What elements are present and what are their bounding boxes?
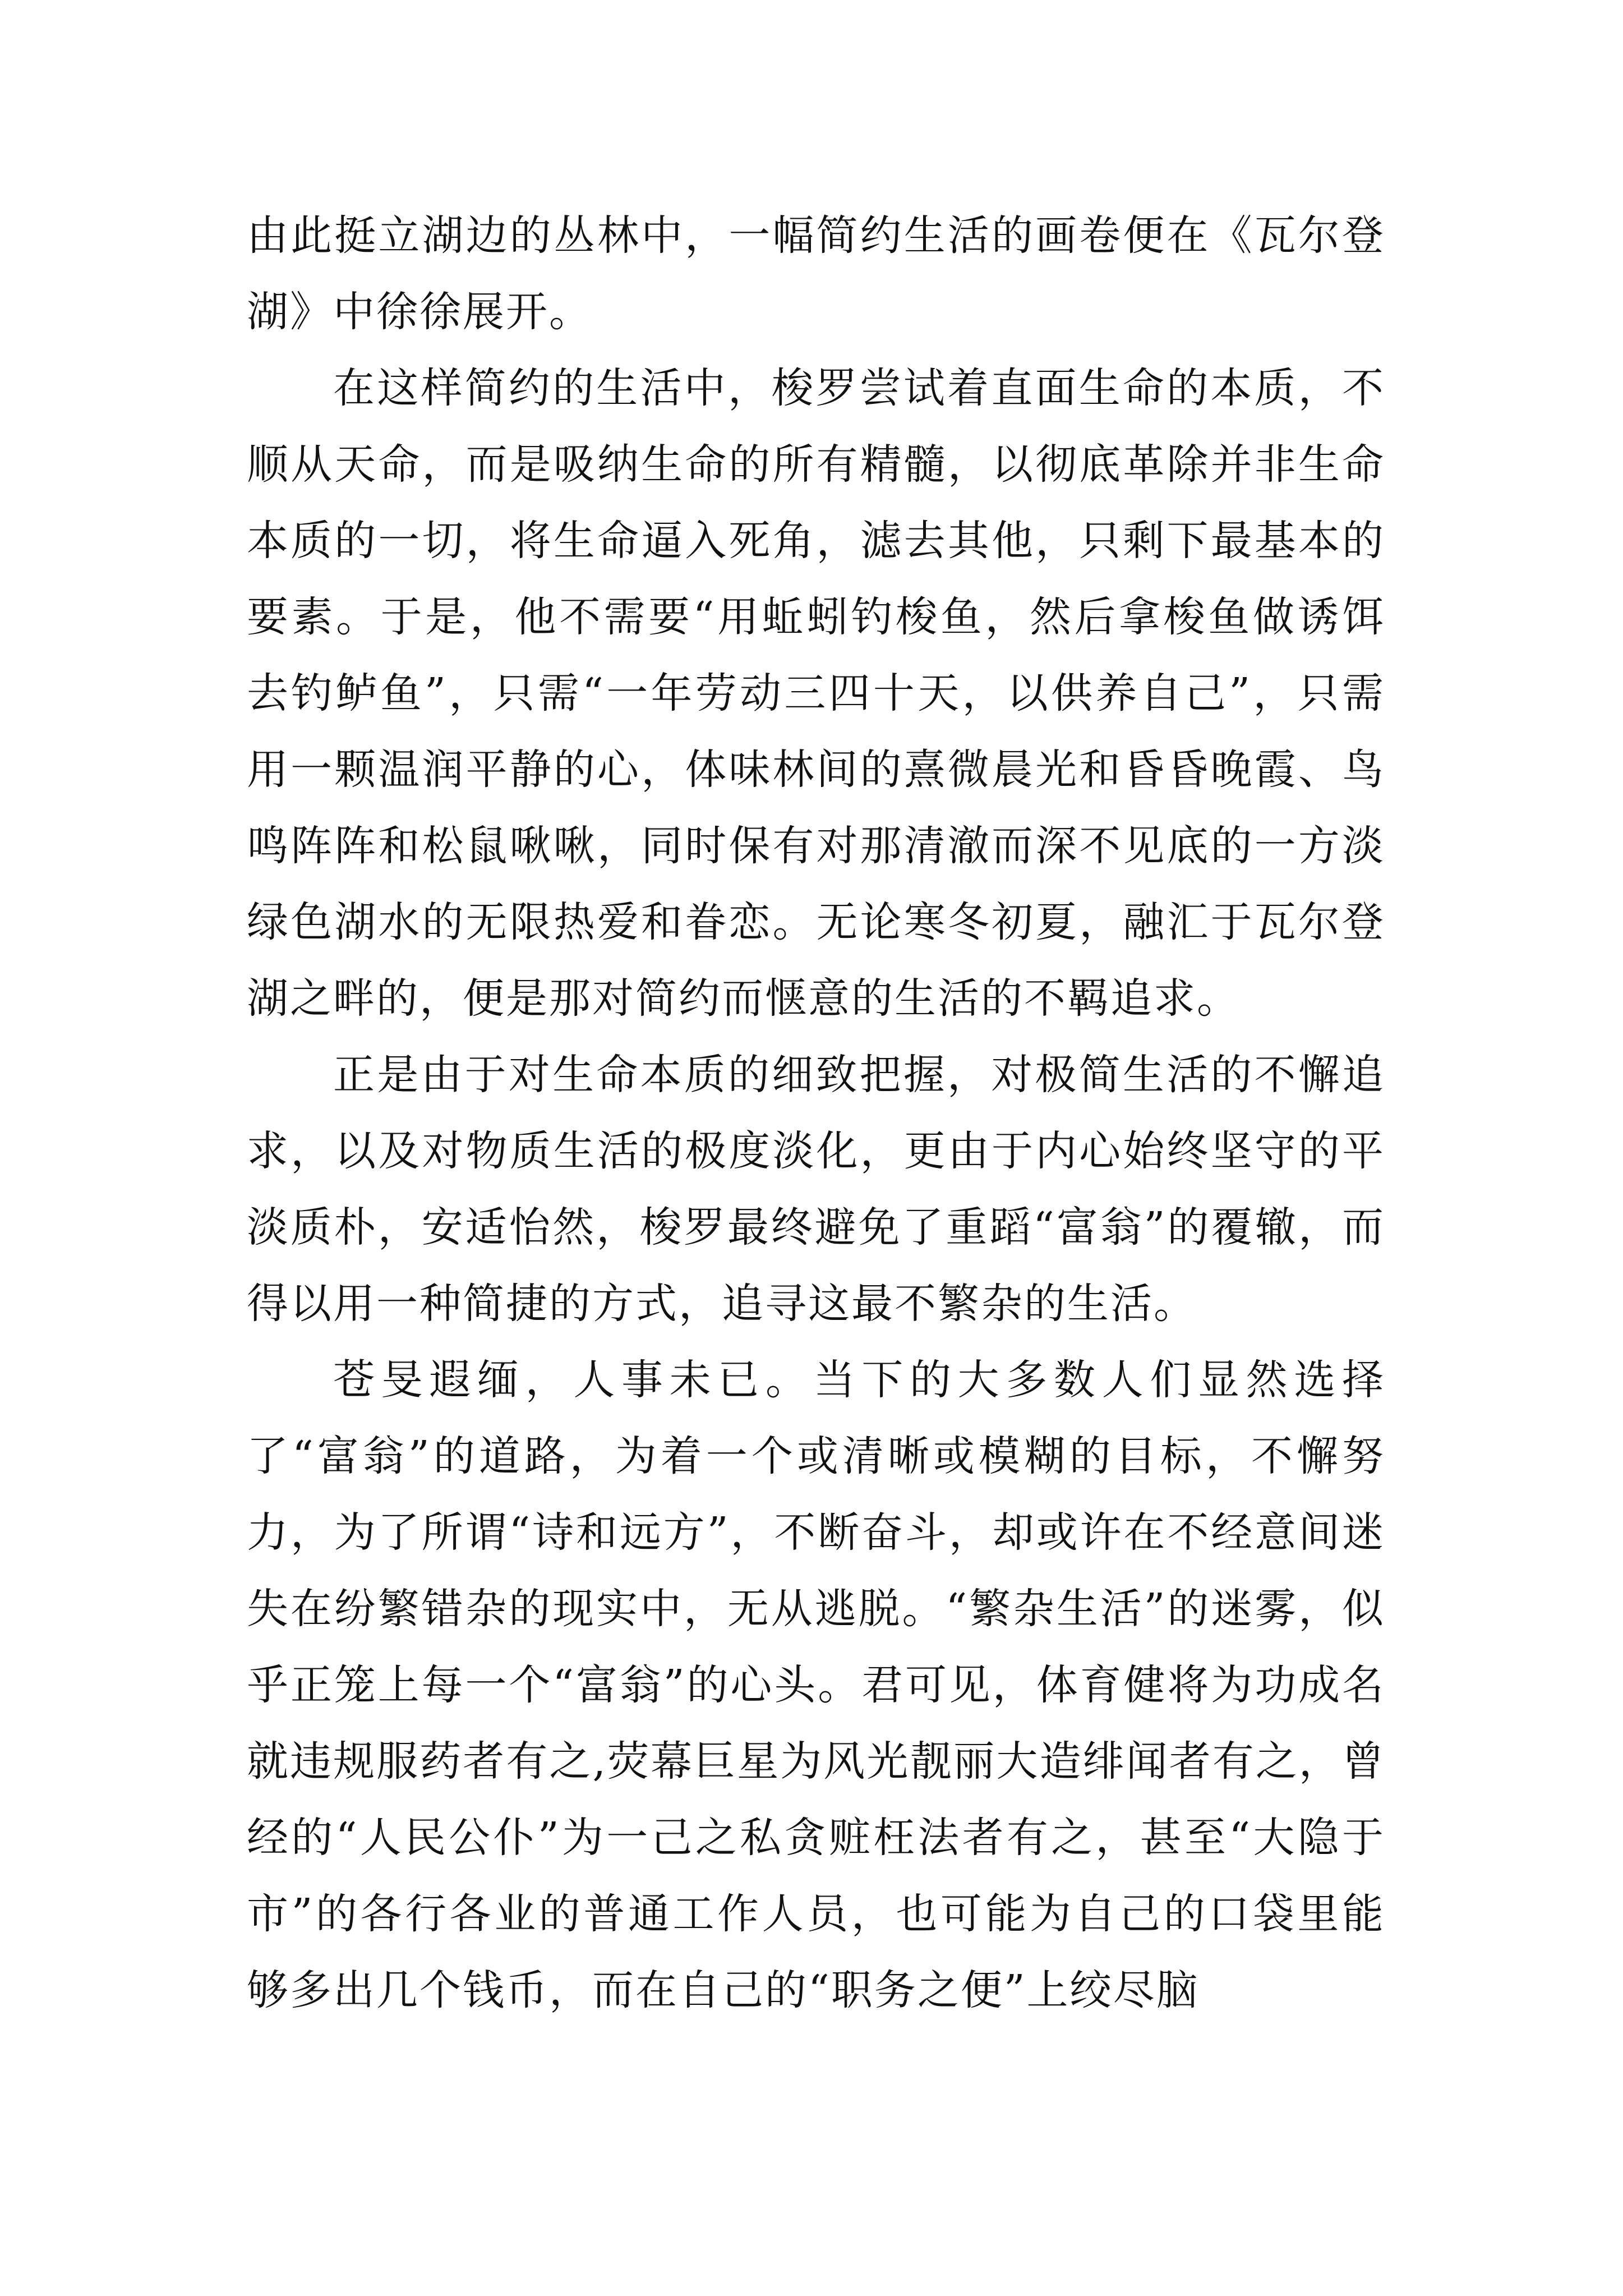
paragraph-4: 苍旻遐缅，人事未已。当下的大多数人们显然选择了“富翁”的道路，为着一个或清晰或模糊的目标，不懈努力，为了所谓“诗和远方”，不断奋斗，却或许在不经意间迷失在纷繁错杂的现实中，无从逃脱。“繁杂生活”的迷雾，似乎正笼上每一个“富翁”的心头。君可见，体育健将为功成名就违规服药者有之,荧幕巨星为风光靓丽大造绯闻者有之，曾经的“人民公仆”为一己之私贪赃枉法者有之，甚至“大隐于市”的各行各业的普通工作人员，也可能为自己的口袋里能够多出几个钱币，而在自己的“职务之便”上绞尽脑 [247, 1356, 1385, 2014]
paragraph-1: 由此挺立湖边的丛林中，一幅简约生活的画卷便在《瓦尔登湖》中徐徐展开。 [247, 211, 1385, 336]
document-body [247, 197, 1385, 2028]
paragraph-3: 正是由于对生命本质的细致把握，对极简生活的不懈追求，以及对物质生活的极度淡化，更由于内心始终坚守的平淡质朴，安适怡然，梭罗最终避免了重蹈“富翁”的覆辙，而得以用一种简捷的方式，追寻这最不繁杂的生活。 [247, 1051, 1385, 1328]
paragraph-2: 在这样简约的生活中，梭罗尝试着直面生命的本质，不顺从天命，而是吸纳生命的所有精髓，以彻底革除并非生命本质的一切，将生命逼入死角，滤去其他，只剩下最基本的要素。于是，他不需要“用蚯蚓钓梭鱼，然后拿梭鱼做诱饵去钓鲈鱼”，只需“一年劳动三四十天，以供养自己”，只需用一颗温润平静的心，体味林间的熹微晨光和昏昏晚霞、鸟鸣阵阵和松鼠啾啾，同时保有对那清澈而深不见底的一方淡绿色湖水的无限热爱和眷恋。无论寒冬初夏，融汇于瓦尔登湖之畔的，便是那对简约而惬意的生活的不羁追求。 [247, 364, 1385, 1023]
